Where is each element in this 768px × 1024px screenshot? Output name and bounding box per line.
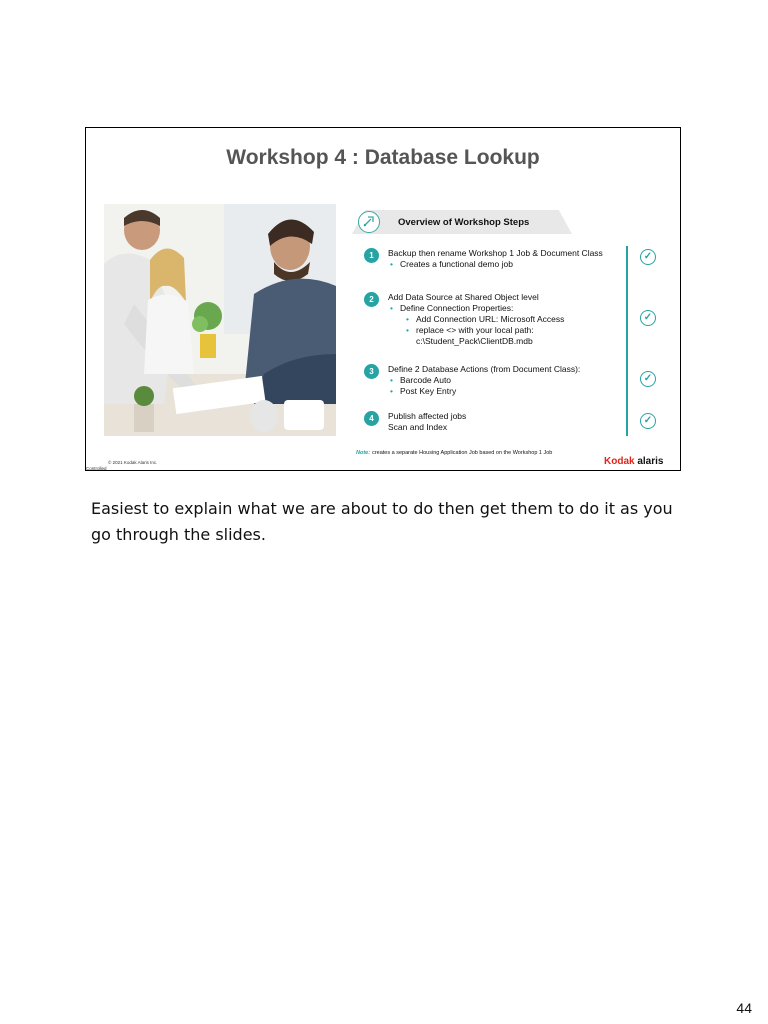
step-bullets <box>388 259 610 270</box>
step-number: 1 <box>364 248 379 263</box>
step-bullets <box>388 375 610 397</box>
copyright: © 2021 Kodak Alaris Inc. <box>108 460 158 465</box>
logo-kodak: Kodak <box>604 456 635 467</box>
step-text: Backup then rename Workshop 1 Job & Document Class <box>388 248 603 258</box>
step-number: 2 <box>364 292 379 307</box>
bullet-item: • Post Key Entry <box>388 386 610 397</box>
sub-bullet-item: • replace <> with your local path: c:\Student_Pack\ClientDB.mdb <box>388 325 610 347</box>
bullet-item: • Creates a functional demo job <box>388 259 610 270</box>
progress-line <box>626 246 628 436</box>
note-text: creates a separate Housing Application Job based on the Workshop 1 Job <box>372 450 553 456</box>
note-label: Note: <box>356 450 371 456</box>
step-sub-bullets <box>388 314 610 347</box>
rocket-icon <box>358 211 380 233</box>
speaker-notes: Easiest to explain what we are about to do then get them to do it as you go through the slides. <box>91 499 673 544</box>
step-text: Define 2 Database Actions (from Document Class): <box>388 364 581 374</box>
check-circle-icon: ✓ <box>640 249 656 265</box>
controlled-label: Controlled <box>86 466 107 471</box>
bullet-item: • Define Connection Properties: <box>388 303 610 314</box>
step-number: 4 <box>364 411 379 426</box>
step-number: 3 <box>364 364 379 379</box>
slide-frame <box>85 127 681 471</box>
check-circle-icon: ✓ <box>640 413 656 429</box>
logo-alaris: alaris <box>637 456 664 467</box>
sub-bullet-item: • Add Connection URL: Microsoft Access <box>388 314 610 325</box>
team-photo-image <box>104 204 336 436</box>
page-number: 44 <box>736 1000 752 1016</box>
bullet-item: • Barcode Auto <box>388 375 610 386</box>
slide-title: Workshop 4 : Database Lookup <box>226 146 540 169</box>
overview-label: Overview of Workshop Steps <box>398 217 530 228</box>
step-text: Add Data Source at Shared Object level <box>388 292 539 302</box>
check-circle-icon: ✓ <box>640 371 656 387</box>
team-photo <box>104 204 336 436</box>
kodak-alaris-logo <box>604 456 663 467</box>
step-text: Publish affected jobs <box>388 411 467 421</box>
step-line2: Scan and Index <box>388 422 448 432</box>
step-bullets <box>388 303 610 314</box>
check-circle-icon: ✓ <box>640 310 656 326</box>
slide-note <box>356 450 552 456</box>
